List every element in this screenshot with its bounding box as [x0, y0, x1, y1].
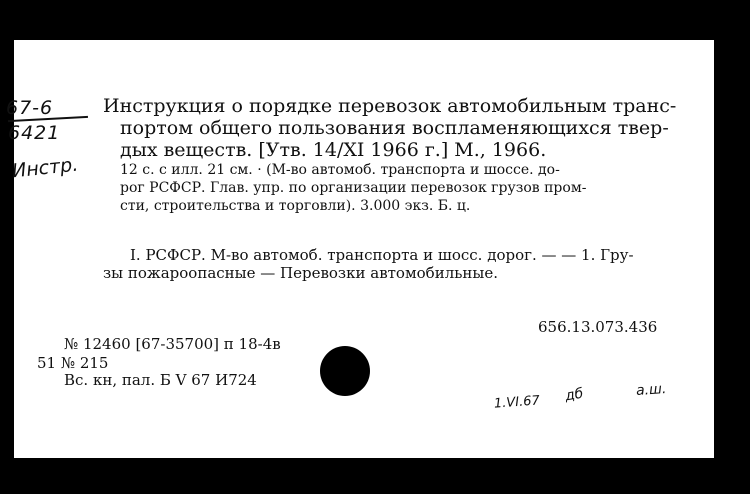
udc-number: 656.13.073.436	[538, 318, 658, 336]
collation-line-1: 12 с. с илл. 21 см. · (М-во автомоб. транспорта и шоссе. до-	[120, 162, 560, 178]
number-line-2: 51 № 215	[37, 354, 109, 372]
tracing-line-1: I. РСФСР. М-во автомоб. транспорта и шосс. дорог. — — 1. Гру-	[130, 246, 634, 264]
tracing-line-2: зы пожароопасные — Перевозки автомобильные.	[103, 264, 498, 282]
number-line-3: Вс. кн, пал. Б V 67 И724	[64, 371, 257, 389]
handwritten-date: 1.VI.67	[493, 393, 541, 412]
handwritten-initials: а.ш.	[635, 380, 667, 400]
shelf-mark-bottom: 6421	[8, 122, 61, 144]
shelf-mark-top: 67-6	[6, 97, 54, 119]
title-line-3: дых веществ. [Утв. 14/XI 1966 г.] М., 1966.	[120, 139, 547, 161]
number-line-1: № 12460 [67-35700] п 18-4в	[64, 335, 281, 353]
punch-hole	[320, 346, 370, 396]
scan-edge	[716, 40, 750, 470]
title-line-2: портом общего пользования воспламеняющихся твер-	[120, 117, 669, 139]
collation-line-3: сти, строительства и торговли). 3.000 экз. Б. ц.	[120, 198, 471, 214]
author-note: Инстр.	[11, 153, 80, 183]
collation-line-2: рог РСФСР. Глав. упр. по организации перевозок грузов пром-	[120, 180, 587, 196]
title-line-1: Инструкция о порядке перевозок автомобильным транс-	[103, 95, 677, 117]
handwritten-signature: дб	[563, 385, 585, 405]
